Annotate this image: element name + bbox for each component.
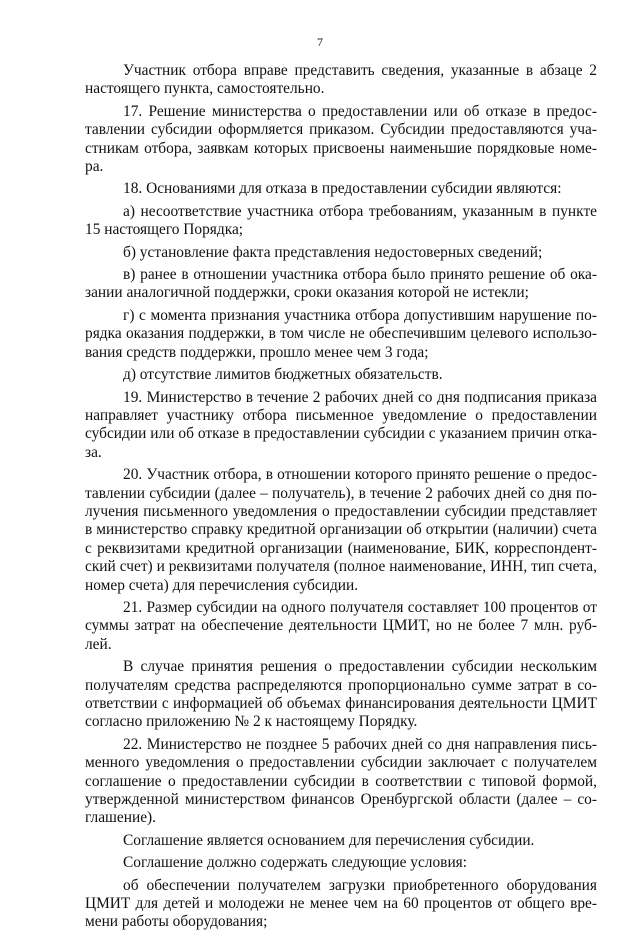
- text-line: 19. Министерство в течение 2 рабочих дней со дня подписания приказа: [123, 388, 597, 406]
- paragraph-item-18a: [85, 203, 597, 240]
- text-line: мени работы оборудования;: [85, 913, 268, 931]
- text-line: Участник отбора вправе представить сведения, указанные в абзаце 2: [123, 62, 597, 79]
- text-line: настоящего пункта, самостоятельно.: [85, 80, 325, 98]
- text-line: ответствии с информацией об объемах финансирования деятельности ЦМИТ: [85, 695, 597, 712]
- text-line: б) установление факта представления недостоверных сведений;: [123, 243, 543, 261]
- text-line: в министерство справку кредитной организации об открытии (наличии) счета: [85, 521, 597, 539]
- paragraph-multiple-recipients: [85, 658, 597, 732]
- paragraph-item-18g: [85, 307, 597, 362]
- paragraph-equipment-load: [85, 877, 597, 932]
- text-line: направляет участнику отбора письменное уведомление о предоставлении: [85, 406, 597, 424]
- text-line: Соглашение является основанием для перечисления субсидии.: [123, 831, 535, 849]
- paragraph-item-21: [85, 599, 597, 654]
- text-line: рядка оказания поддержки, в том числе не обеспечившим целевого использо-: [85, 325, 597, 343]
- text-line: 17. Решение министерства о предоставлении или об отказе в предос-: [123, 102, 597, 120]
- text-line: тавлении субсидии (далее – получатель), в течение 2 рабочих дней со дня по-: [85, 484, 597, 502]
- text-line: зании аналогичной поддержки, сроки оказания которой не истекли;: [85, 284, 529, 302]
- text-line: д) отсутствие лимитов бюджетных обязательств.: [123, 366, 443, 384]
- text-line: г) с момента признания участника отбора допустившим нарушение по-: [123, 306, 597, 324]
- text-line: глашение).: [85, 809, 157, 827]
- paragraph-item-20: [85, 466, 597, 595]
- text-line: менного уведомления о предоставлении субсидии заключает с получателем: [85, 754, 597, 772]
- text-line: вания средств поддержки, прошло менее чем 3 года;: [85, 343, 429, 361]
- text-line: суммы затрат на обеспечение деятельности ЦМИТ, но не более 7 млн. руб-: [85, 617, 597, 635]
- text-line: ЦМИТ для детей и молодежи не менее чем на 60 процентов от общего вре-: [85, 895, 597, 913]
- text-line: согласно приложению № 2 к настоящему Порядку.: [85, 713, 418, 731]
- paragraph-item-18d: [85, 366, 597, 384]
- text-line: стникам отбора, заявкам которых присвоены наименьшие порядковые номе-: [85, 139, 597, 157]
- paragraph-item-19: [85, 389, 597, 463]
- text-line: 15 настоящего Порядка;: [85, 221, 244, 239]
- text-line: тавлении субсидии оформляется приказом. Субсидии предоставляются уча-: [85, 121, 597, 139]
- text-line: субсидии или об отказе в предоставлении субсидии с указанием причин отка-: [85, 425, 597, 443]
- text-line: 18. Основаниями для отказа в предоставлении субсидии являются:: [123, 180, 562, 198]
- text-line: в) ранее в отношении участника отбора было принято решение об ока-: [123, 266, 597, 284]
- paragraph-agreement-basis: [85, 832, 597, 850]
- text-line: номер счета) для перечисления субсидии.: [85, 576, 359, 594]
- text-line: ский счет) и реквизитами получателя (полное наименование, ИНН, тип счета,: [85, 558, 597, 576]
- page-number: 7: [317, 35, 323, 49]
- text-line: соглашение о предоставлении субсидии в соответствии с типовой формой,: [85, 772, 597, 790]
- paragraph-item-18v: [85, 266, 597, 303]
- paragraph-item-18: [85, 180, 597, 198]
- paragraph-item-17: [85, 103, 597, 177]
- text-line: об обеспечении получателем загрузки приобретенного оборудования: [123, 876, 597, 894]
- paragraph-item-18b: [85, 244, 597, 262]
- text-line: с реквизитами кредитной организации (наименование, БИК, корреспондент-: [85, 539, 597, 557]
- paragraph-item-22: [85, 736, 597, 828]
- text-line: 20. Участник отбора, в отношении которого принято решение о предос-: [123, 466, 597, 484]
- text-line: за.: [85, 443, 102, 461]
- text-line: получателям средства распределяются пропорционально сумме затрат в со-: [85, 676, 597, 694]
- document-body: [85, 62, 597, 932]
- text-line: 22. Министерство не позднее 5 рабочих дней со дня направления пись-: [123, 735, 597, 753]
- paragraph-supplementary-info: [85, 62, 597, 99]
- text-line: лучения письменного уведомления о предоставлении субсидии представляет: [85, 502, 597, 520]
- text-line: 21. Размер субсидии на одного получателя составляет 100 процентов от: [123, 598, 597, 616]
- text-line: а) несоответствие участника отбора требованиям, указанным в пункте: [123, 202, 597, 220]
- text-line: Соглашение должно содержать следующие условия:: [123, 854, 468, 872]
- text-line: лей.: [85, 635, 112, 653]
- paragraph-agreement-conditions: [85, 854, 597, 872]
- text-line: утвержденной министерством финансов Оренбургской области (далее – со-: [85, 791, 597, 809]
- text-line: В случае принятия решения о предоставлении субсидии нескольким: [123, 658, 597, 676]
- text-line: ра.: [85, 158, 104, 176]
